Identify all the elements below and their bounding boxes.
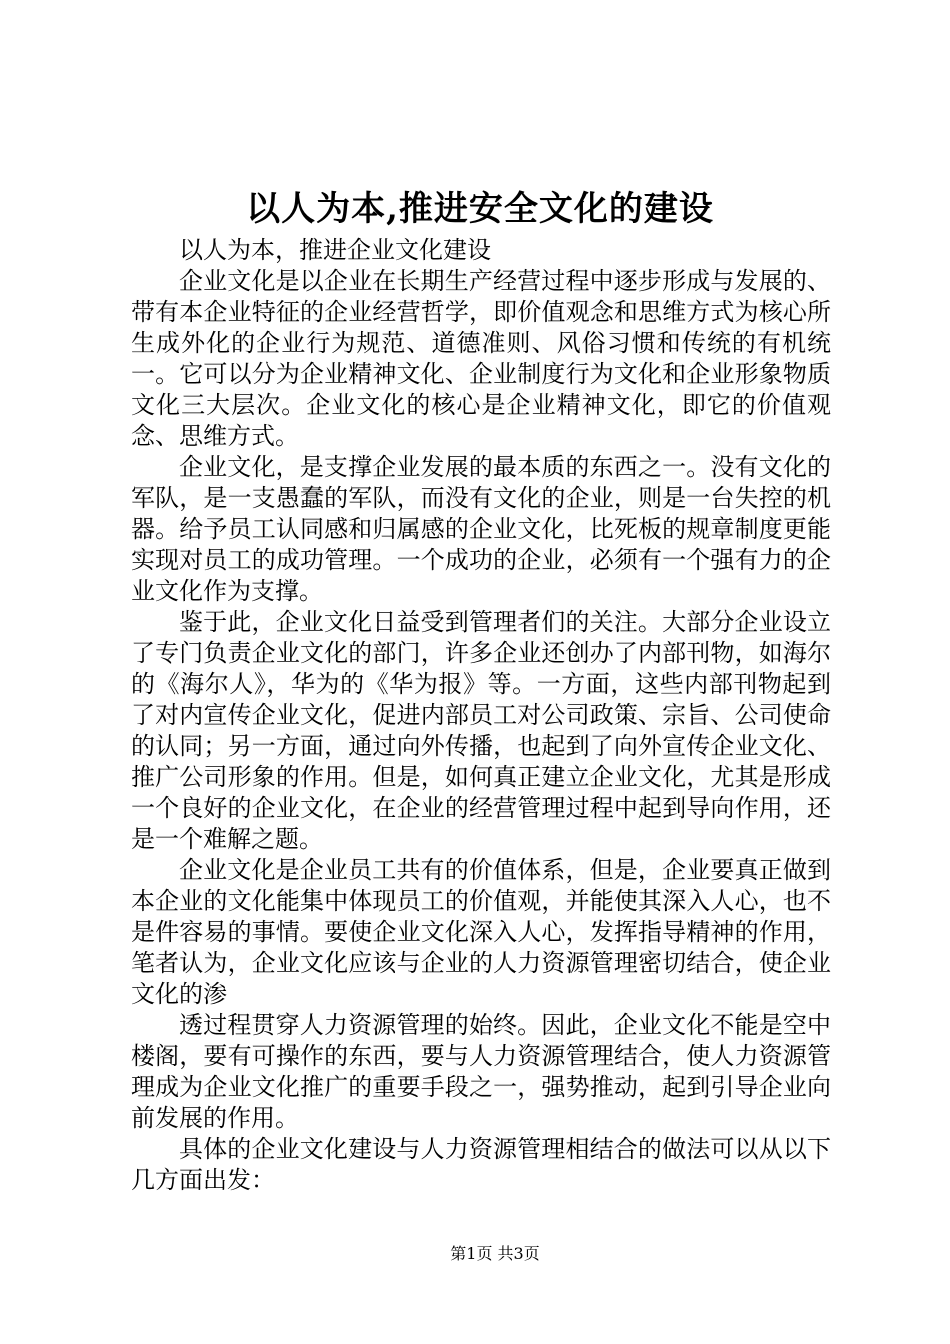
paragraph: 透过程贯穿人力资源管理的始终。因此，企业文化不能是空中楼阁，要有可操作的东西，要与人力资源管理结合，使人力资源管理成为企业文化推广的重要手段之一，强势推动，起到引导企业向前发展的作用。 bbox=[131, 1011, 831, 1132]
page-number-footer: 第1页 共3页 bbox=[450, 1244, 540, 1263]
paragraph-subtitle: 以人为本，推进企业文化建设 bbox=[179, 236, 491, 264]
document-body bbox=[131, 235, 831, 1196]
paragraph: 具体的企业文化建设与人力资源管理相结合的做法可以从以下几方面出发： bbox=[131, 1135, 831, 1194]
document-title: 以人为本,推进安全文化的建设 bbox=[246, 189, 714, 229]
paragraph: 企业文化，是支撑企业发展的最本质的东西之一。没有文化的军队，是一支愚蠢的军队，而没有文化的企业，则是一台失控的机器。给予员工认同感和归属感的企业文化，比死板的规章制度更能实现对员工的成功管理。一个成功的企业，必须有一个强有力的企业文化作为支撑。 bbox=[131, 453, 831, 605]
paragraph: 企业文化是企业员工共有的价值体系，但是，企业要真正做到本企业的文化能集中体现员工的价值观，并能使其深入人心，也不是件容易的事情。要使企业文化深入人心，发挥指导精神的作用，笔者认为，企业文化应该与企业的人力资源管理密切结合，使企业文化的渗 bbox=[131, 856, 831, 1008]
paragraph: 企业文化是以企业在长期生产经营过程中逐步形成与发展的、带有本企业特征的企业经营哲学，即价值观念和思维方式为核心所生成外化的企业行为规范、道德准则、风俗习惯和传统的有机统一。它可以分为企业精神文化、企业制度行为文化和企业形象物质文化三大层次。企业文化的核心是企业精神文化，即它的价值观念、思维方式。 bbox=[131, 267, 831, 450]
paragraph: 鉴于此，企业文化日益受到管理者们的关注。大部分企业设立了专门负责企业文化的部门，许多企业还创办了内部刊物，如海尔的《海尔人》，华为的《华为报》等。一方面，这些内部刊物起到了对内宣传企业文化，促进内部员工对公司政策、宗旨、公司使命的认同；另一方面，通过向外传播，也起到了向外宣传企业文化、推广公司形象的作用。但是，如何真正建立企业文化，尤其是形成一个良好的企业文化，在企业的经营管理过程中起到导向作用，还是一个难解之题。 bbox=[131, 608, 831, 853]
